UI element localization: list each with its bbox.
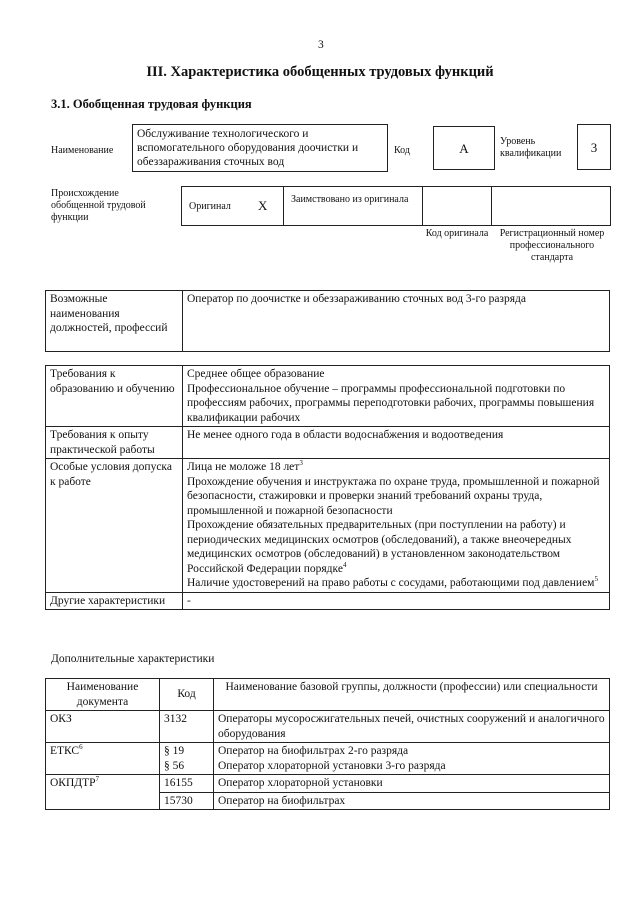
name-label: Наименование (51, 145, 114, 156)
req-line-text: Прохождение обязательных предварительных (при поступлении на работу) и периодических медицинских осмотров (обследований), а также внеочередных медицинских осмотров (обследований) в установленном законодательством Российской Федерации порядке (187, 519, 572, 575)
req-line (187, 518, 605, 576)
reg-caption: Регистрационный номер профессионального стандарта (499, 228, 605, 263)
subsection-title: 3.1. Обобщенная трудовая функция (51, 97, 252, 111)
etks-doc (46, 743, 160, 775)
req-line: Среднее общее образование (187, 368, 325, 380)
req-value (183, 459, 610, 593)
okpdtr-doc (46, 775, 160, 810)
level-value: 3 (577, 124, 611, 170)
code-label: Код (394, 145, 410, 156)
req-line (187, 576, 605, 591)
page-number: 3 (318, 39, 324, 51)
footnote-3: 3 (299, 459, 303, 468)
footnote-4: 4 (342, 560, 347, 569)
positions-table (45, 290, 610, 352)
original-mark: Х (258, 198, 268, 213)
req-row-conditions (46, 459, 610, 593)
req-row-experience (46, 427, 610, 459)
name-value (132, 124, 388, 172)
origin-box (181, 186, 611, 226)
okpdtr-name: Оператор хлораторной установки (214, 775, 610, 793)
req-line-text: Наличие удостоверений на право работы с сосудами, работающими под давлением (187, 577, 595, 589)
requirements-table (45, 365, 610, 610)
header-doc: Наименование документа (46, 679, 160, 711)
req-value: Не менее одного года в области водоснабжения и водоотведения (183, 427, 610, 459)
req-line: Прохождение обучения и инструктажа по охране труда, промышленной и пожарной безопасности, стажировки и проверки знаний требований охраны труда, промышленной и пожарной безопасности (187, 475, 600, 517)
etks-name (214, 743, 610, 775)
origin-divider-2 (422, 186, 423, 226)
req-label: Требования к опыту практической работы (46, 427, 183, 459)
origin-label: Происхождение обобщенной трудовой функции (51, 188, 146, 223)
additional-title: Дополнительные характеристики (51, 653, 215, 665)
borrowed-label: Заимствовано из оригинала (291, 194, 409, 205)
req-row-other (46, 592, 610, 610)
name-value-text: Обслуживание технологического и вспомогательного оборудования доочистки и обеззараживания сточных вод (137, 128, 359, 168)
req-value (183, 366, 610, 427)
additional-table (45, 678, 610, 810)
req-label: Особые условия допуска к работе (46, 459, 183, 593)
additional-header-row (46, 679, 610, 711)
table-row (46, 743, 610, 775)
req-row-education (46, 366, 610, 427)
okpdtr-code: 15730 (160, 792, 214, 810)
header-code: Код (160, 679, 214, 711)
table-row (46, 711, 610, 743)
etks-code (160, 743, 214, 775)
origin-divider-1 (283, 186, 284, 226)
footnote-5: 5 (594, 575, 598, 584)
etks-doc-text: ЕТКС (50, 745, 80, 757)
req-label: Другие характеристики (46, 592, 183, 610)
footnote-6: 6 (79, 743, 83, 752)
req-label: Требования к образованию и обучению (46, 366, 183, 427)
okz-name: Операторы мусоросжигательных печей, очистных сооружений и аналогичного оборудования (214, 711, 610, 743)
okpdtr-doc-text: ОКПДТР (50, 777, 96, 789)
original-label: Оригинал (189, 201, 231, 212)
origin-divider-3 (491, 186, 492, 226)
positions-label: Возможные наименования должностей, профессий (46, 291, 183, 352)
header-name: Наименование базовой группы, должности (профессии) или специальности (214, 679, 610, 711)
level-label: Уровень квалификации (500, 136, 562, 159)
code-caption: Код оригинала (425, 228, 489, 239)
code-value: А (433, 126, 495, 170)
positions-value: Оператор по доочистке и обеззараживанию сточных вод 3-го разряда (183, 291, 610, 352)
footnote-7: 7 (95, 775, 100, 784)
positions-row (46, 291, 610, 352)
req-line-text: Лица не моложе 18 лет (187, 461, 300, 473)
etks-name-line: Оператор хлораторной установки 3-го разряда (218, 759, 446, 772)
etks-name-line: Оператор на биофильтрах 2-го разряда (218, 745, 409, 757)
table-row (46, 775, 610, 793)
req-value: - (183, 592, 610, 610)
okpdtr-code: 16155 (160, 775, 214, 793)
req-line (187, 460, 605, 475)
section-title: III. Характеристика обобщенных трудовых функций (146, 64, 494, 80)
okz-code: 3132 (160, 711, 214, 743)
req-line: Профессиональное обучение – программы профессиональной подготовки по профессиям рабочих, программы переподготовки рабочих, программы повышения квалификации рабочих (187, 382, 595, 424)
okz-doc: ОКЗ (46, 711, 160, 743)
okpdtr-name: Оператор на биофильтрах (214, 792, 610, 810)
etks-code-line: § 19 (164, 745, 185, 757)
etks-code-line: § 56 (164, 759, 185, 772)
